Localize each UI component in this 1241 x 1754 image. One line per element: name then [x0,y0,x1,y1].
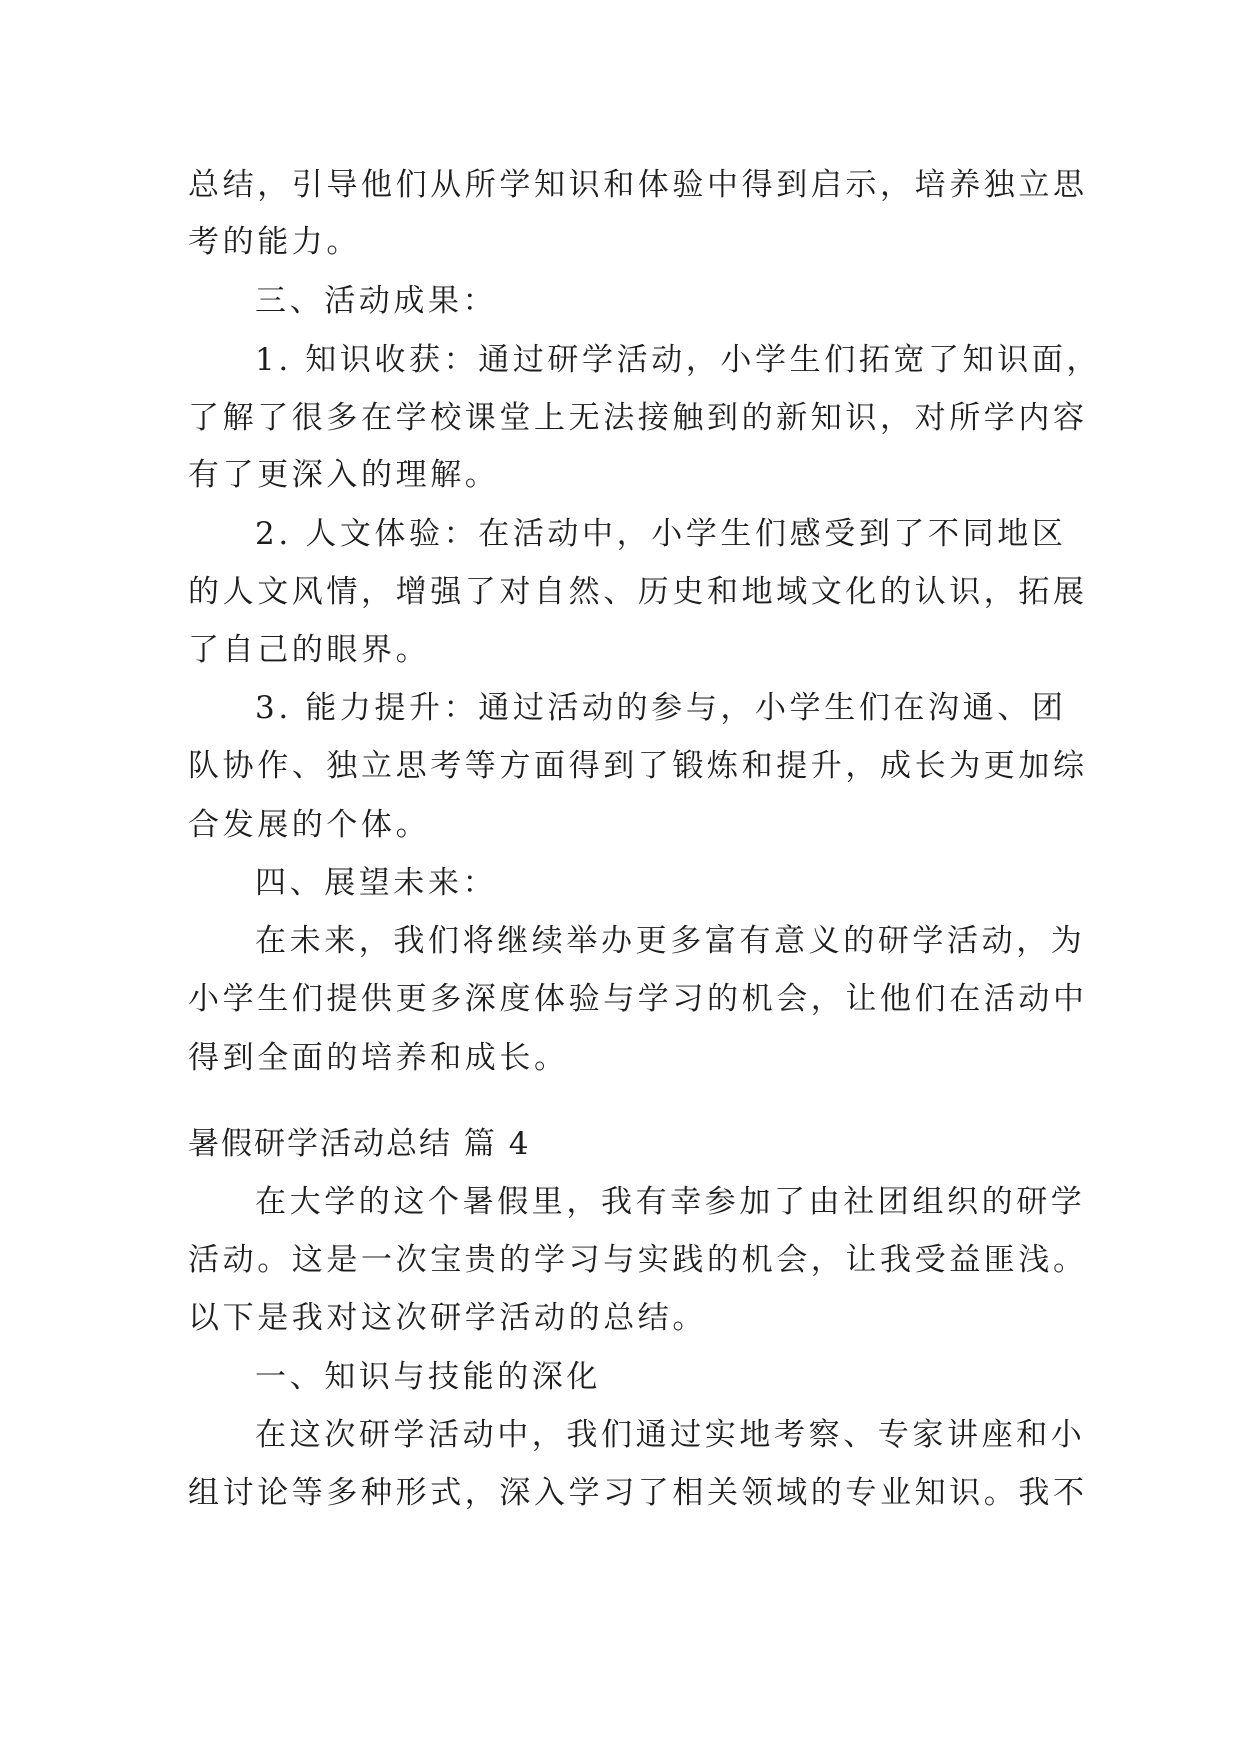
paragraph-line: 了自己的眼界。 [188,632,431,668]
list-item: 3. 能力提升：通过活动的参与，小学生们在沟通、团 [255,690,1067,726]
paragraph-line: 考的能力。 [188,224,361,260]
paragraph-line: 的人文风情，增强了对自然、历史和地域文化的认识，拓展 [188,574,1088,610]
article-title: 暑假研学活动总结 篇 4 [188,1126,531,1162]
section-heading: 四、展望未来： [255,865,498,901]
paragraph-line: 组讨论等多种形式，深入学习了相关领域的专业知识。我不 [188,1475,1088,1511]
paragraph-line: 活动。这是一次宝贵的学习与实践的机会，让我受益匪浅。 [188,1242,1088,1278]
paragraph-line: 合发展的个体。 [188,807,431,843]
paragraph-line: 在未来，我们将继续举办更多富有意义的研学活动，为 [255,923,1086,959]
paragraph-line: 总结，引导他们从所学知识和体验中得到启示，培养独立思 [188,167,1088,203]
paragraph-line: 在大学的这个暑假里，我有幸参加了由社团组织的研学 [255,1184,1086,1220]
paragraph-line: 小学生们提供更多深度体验与学习的机会，让他们在活动中 [188,981,1088,1017]
paragraph-line: 有了更深入的理解。 [188,457,500,493]
list-item: 2. 人文体验：在活动中，小学生们感受到了不同地区 [255,516,1067,552]
paragraph-line: 队协作、独立思考等方面得到了锻炼和提升，成长为更加综 [188,748,1088,784]
paragraph-line: 在这次研学活动中，我们通过实地考察、专家讲座和小 [255,1417,1086,1453]
paragraph-line: 以下是我对这次研学活动的总结。 [188,1300,707,1336]
list-item: 1. 知识收获：通过研学活动，小学生们拓宽了知识面， [255,342,1102,378]
section-heading: 一、知识与技能的深化 [255,1359,601,1395]
paragraph-line: 得到全面的培养和成长。 [188,1040,569,1076]
paragraph-line: 了解了很多在学校课堂上无法接触到的新知识，对所学内容 [188,400,1088,436]
section-heading: 三、活动成果： [255,283,498,319]
